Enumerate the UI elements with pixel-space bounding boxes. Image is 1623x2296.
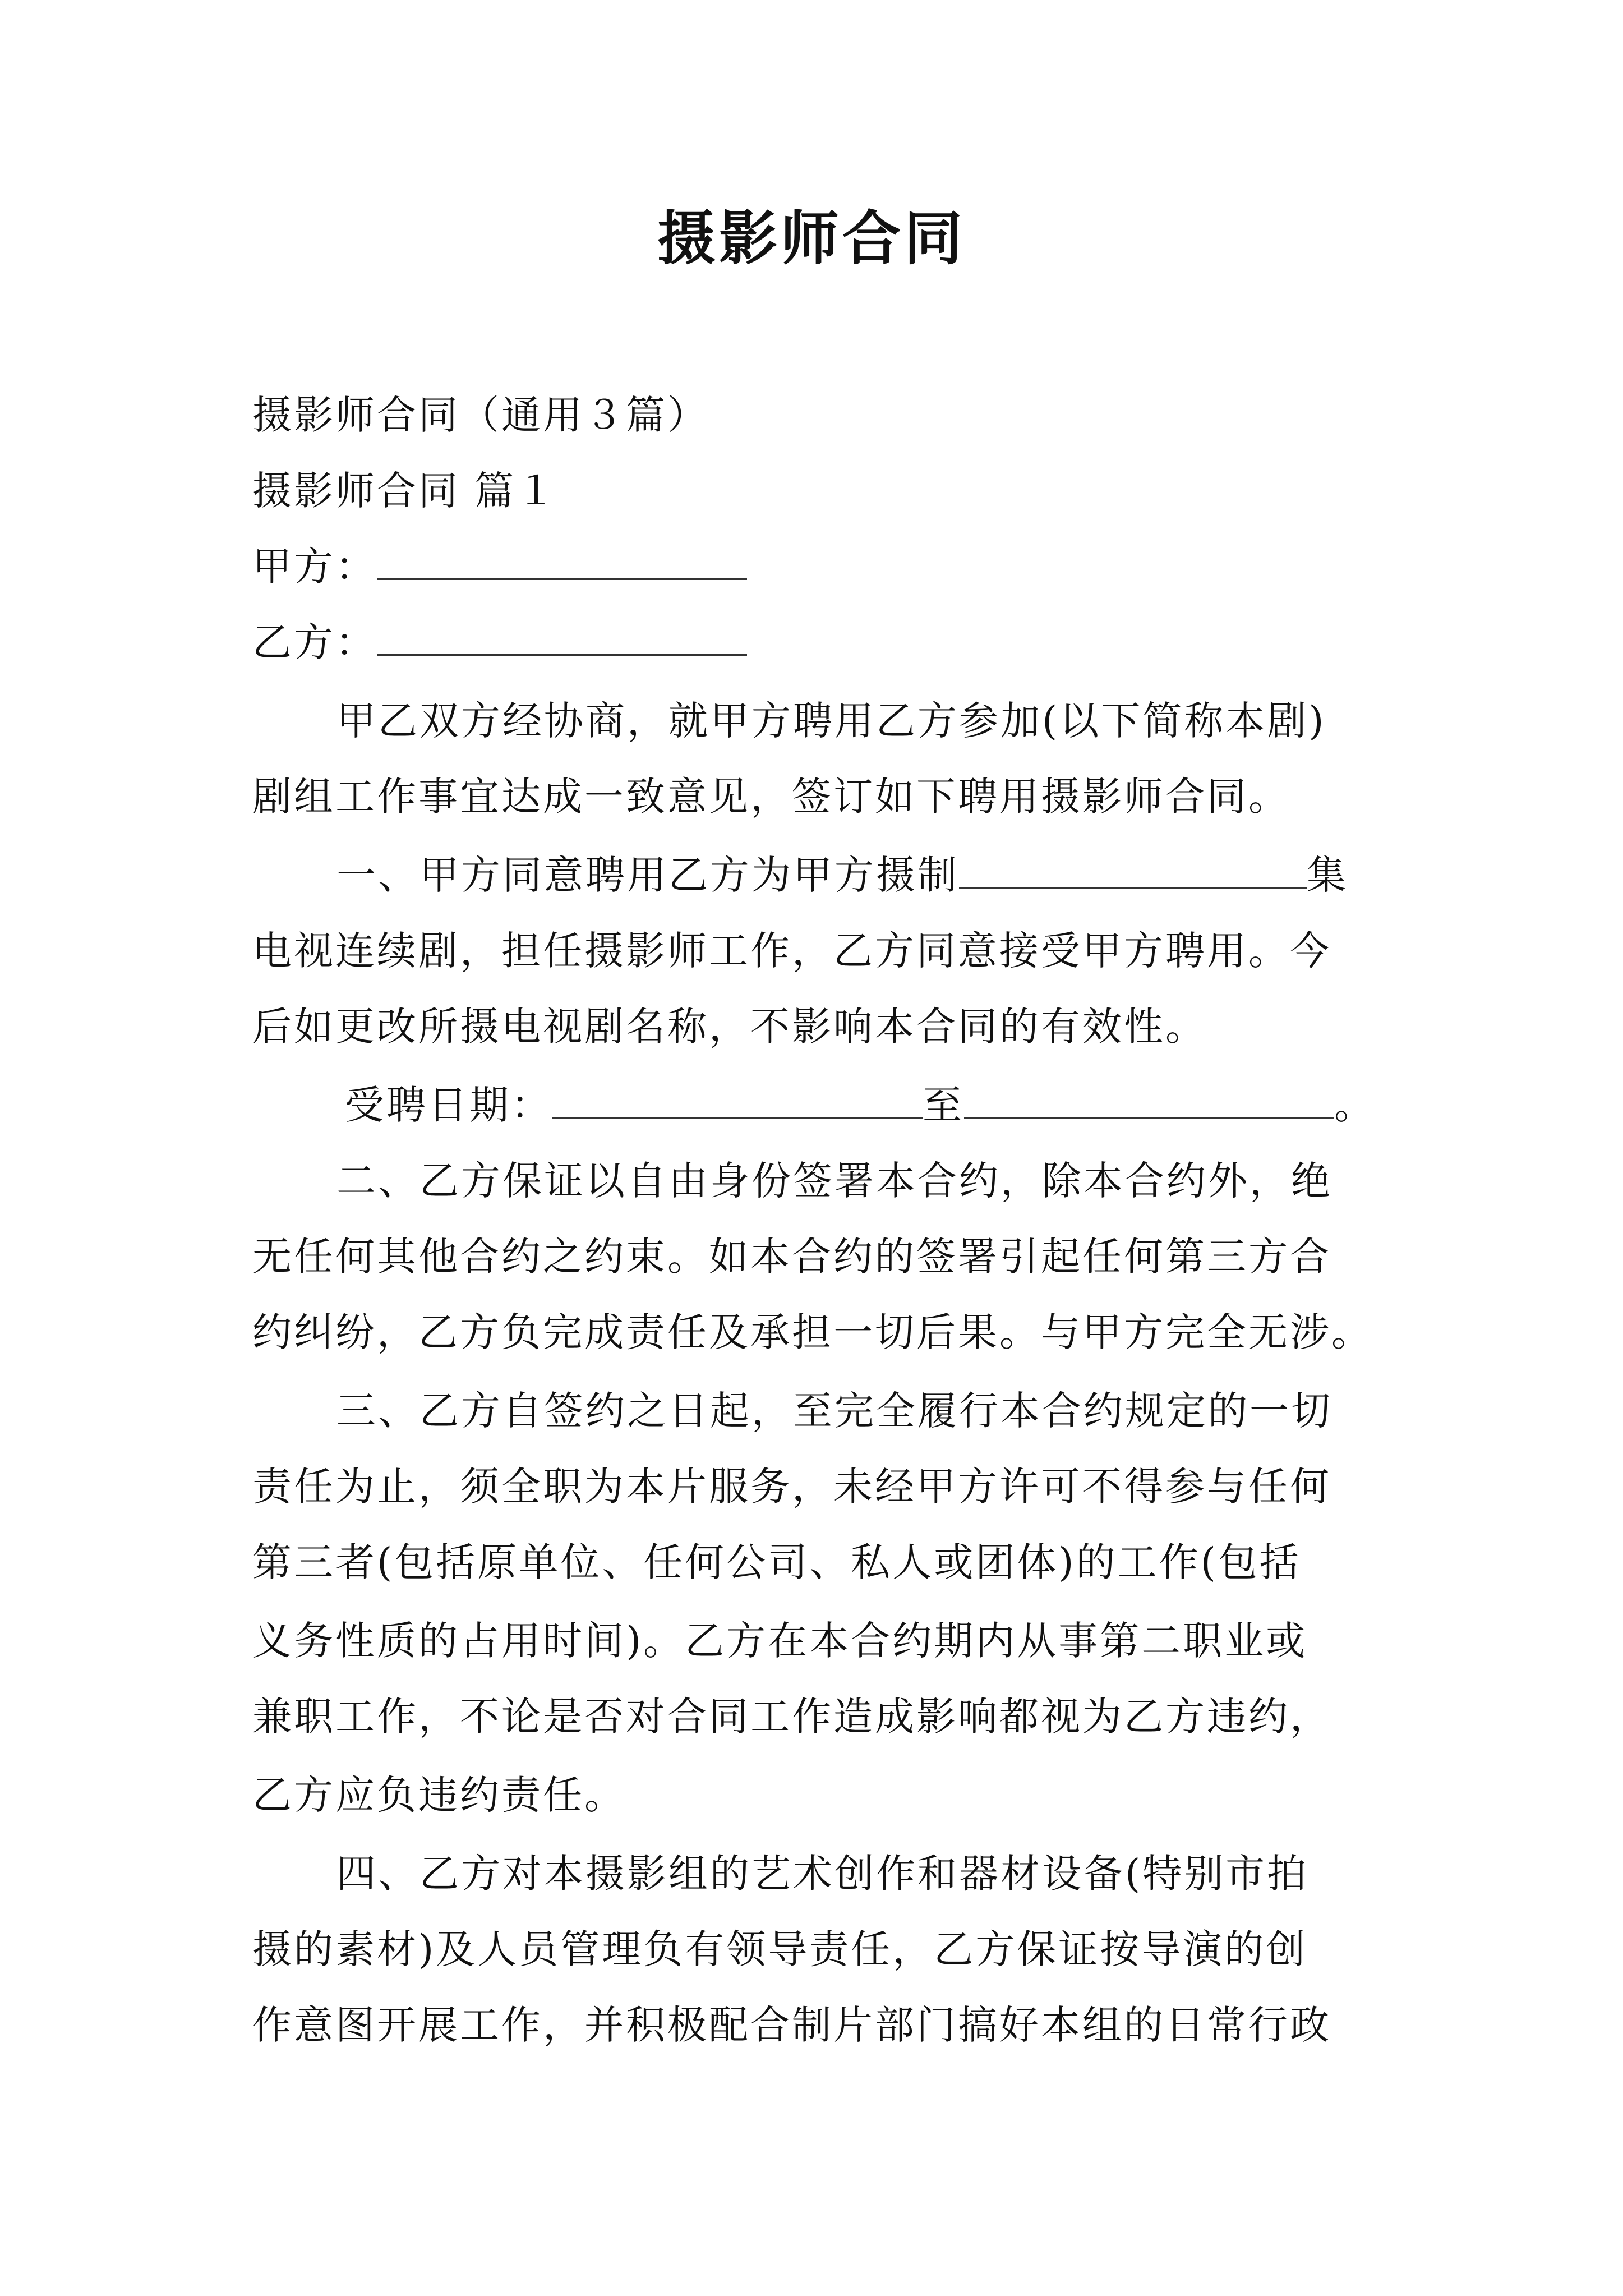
series-count-blank [959,848,1307,889]
party-a-line [252,539,1391,595]
clause-1-line-2: 电视连续剧，担任摄影师工作，乙方同意接受甲方聘用。今 [252,928,1331,974]
clause-2-line-2: 无任何其他合约之约束。如本合约的签署引起任何第三方合 [252,1234,1331,1280]
clause-3-line-4: 义务性质的占用时间)。乙方在本合约期内从事第二职业或 [252,1618,1308,1664]
clause-2-line-1: 二、乙方保证以自由身份签署本合约，除本合约外，绝 [336,1158,1332,1204]
clause-1-text-a: 一、甲方同意聘用乙方为甲方摄制 [336,852,959,898]
party-a-blank [377,539,747,580]
clause-3-line-5: 兼职工作，不论是否对合同工作造成影响都视为乙方违约， [252,1694,1331,1740]
clause-4-line-1: 四、乙方对本摄影组的艺术创作和器材设备(特别市拍 [336,1851,1309,1897]
clause-3-line-2: 责任为止，须全职为本片服务，未经甲方许可不得参与任何 [252,1464,1331,1510]
party-b-line [252,614,1391,670]
clause-1-line-1 [336,847,1475,903]
hire-date-to: 至 [923,1082,964,1128]
clause-3-line-6: 乙方应负违约责任。 [252,1772,626,1818]
clause-4-line-2: 摄的素材)及人员管理负有领导责任，乙方保证按导演的创 [252,1926,1308,1972]
intro-line-2: 剧组工作事宜达成一致意见，签订如下聘用摄影师合同。 [252,774,1290,820]
clause-4-line-3: 作意图开展工作，并积极配合制片部门搞好本组的日常行政 [252,2002,1331,2048]
clause-1-text-b: 集 [1307,852,1348,898]
hire-date-label: 受聘日期： [345,1082,552,1128]
section-heading: 摄影师合同 篇１ [252,468,558,514]
hire-date-line [345,1077,1483,1133]
clause-1-line-3: 后如更改所摄电视剧名称，不影响本合同的有效性。 [252,1004,1207,1050]
party-b-label: 乙方： [252,619,377,665]
intro-line-1: 甲乙双方经协商，就甲方聘用乙方参加(以下简称本剧) [336,698,1326,744]
hire-date-end-mark: 。 [1334,1082,1376,1128]
party-a-label: 甲方： [252,544,377,590]
clause-3-line-1: 三、乙方自签约之日起，至完全履行本合约规定的一切 [336,1388,1332,1434]
document-title: 摄影师合同 [657,204,966,273]
party-b-blank [377,615,747,656]
clause-3-line-3: 第三者(包括原单位、任何公司、私人或团体)的工作(包括 [252,1539,1301,1585]
document-subtitle: 摄影师合同（通用３篇） [252,392,709,438]
hire-date-start-blank [552,1078,923,1119]
clause-2-line-3: 约纠纷，乙方负完成责任及承担一切后果。与甲方完全无涉。 [252,1309,1373,1355]
hire-date-end-blank [964,1078,1334,1119]
